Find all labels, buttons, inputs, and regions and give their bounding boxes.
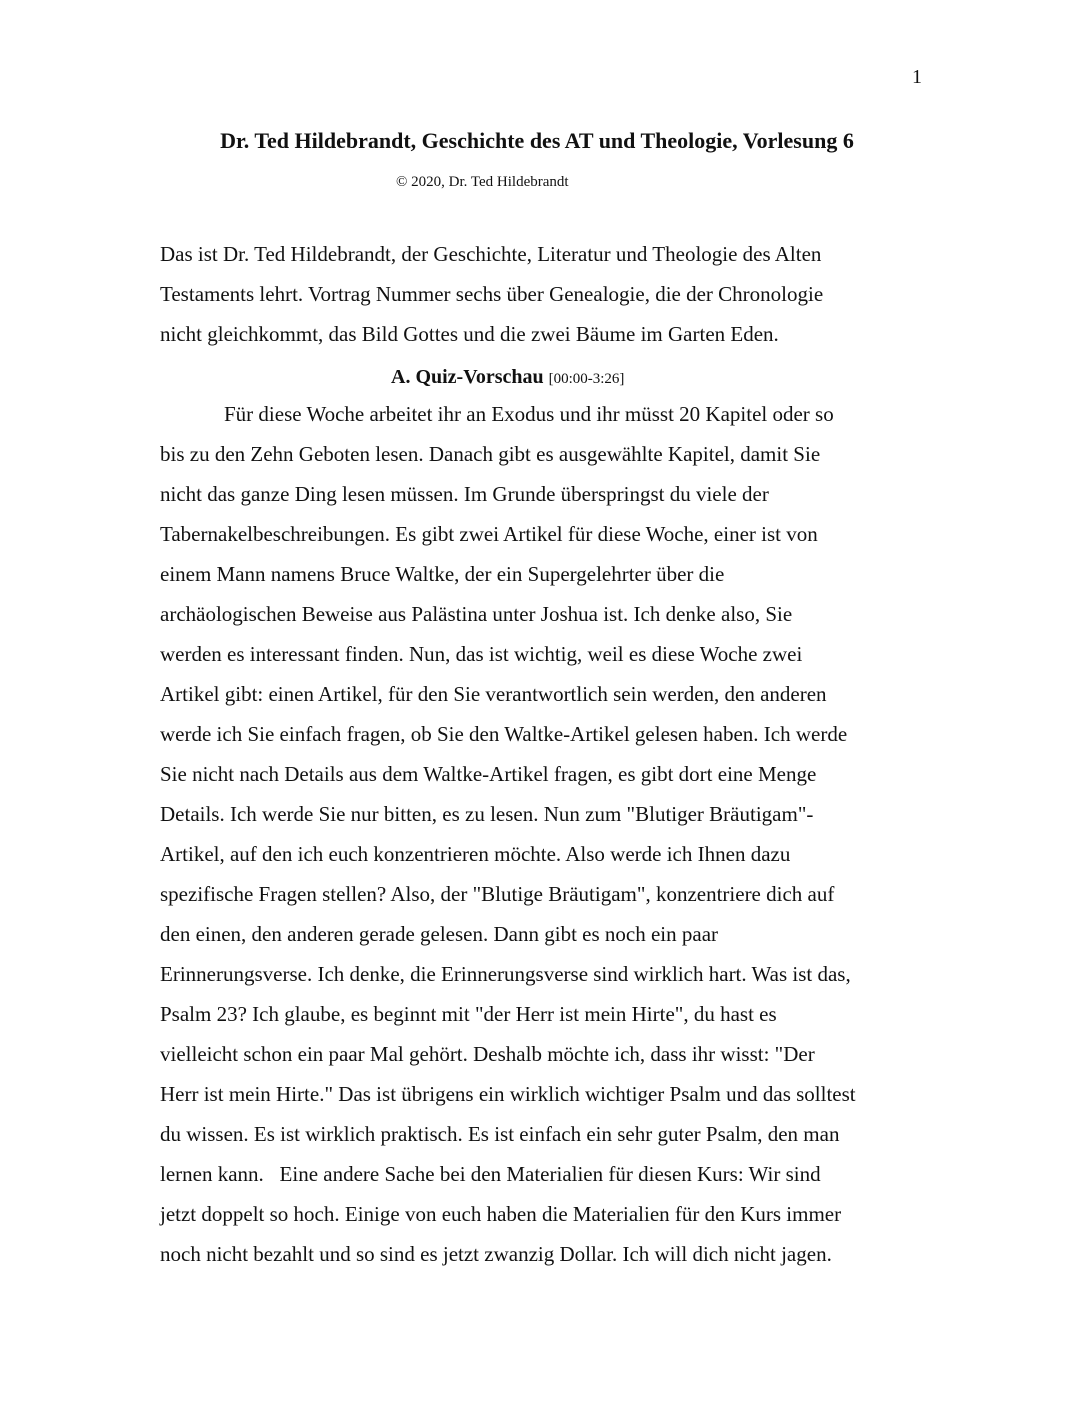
body-line: Sie nicht nach Details aus dem Waltke-Artikel fragen, es gibt dort eine Menge bbox=[160, 762, 817, 786]
body-line: Erinnerungsverse. Ich denke, die Erinnerungsverse sind wirklich hart. Was ist das, bbox=[160, 962, 851, 986]
copyright-notice: © 2020, Dr. Ted Hildebrandt bbox=[396, 174, 569, 190]
body-line: nicht das ganze Ding lesen müssen. Im Grunde überspringst du viele der bbox=[160, 482, 769, 506]
body-line: Details. Ich werde Sie nur bitten, es zu lesen. Nun zum "Blutiger Bräutigam"- bbox=[160, 802, 814, 826]
body-line: archäologischen Beweise aus Palästina unter Joshua ist. Ich denke also, Sie bbox=[160, 602, 793, 626]
body-line: vielleicht schon ein paar Mal gehört. Deshalb möchte ich, dass ihr wisst: "Der bbox=[160, 1042, 815, 1066]
section-heading-timestamp: [00:00-3:26] bbox=[548, 371, 625, 387]
body-line: werde ich Sie einfach fragen, ob Sie den Waltke-Artikel gelesen haben. Ich werde bbox=[160, 722, 848, 746]
body-line: Artikel gibt: einen Artikel, für den Sie verantwortlich sein werden, den anderen bbox=[160, 682, 827, 706]
intro-line: Testaments lehrt. Vortrag Nummer sechs über Genealogie, die der Chronologie bbox=[160, 282, 824, 306]
body-line: bis zu den Zehn Geboten lesen. Danach gibt es ausgewählte Kapitel, damit Sie bbox=[160, 442, 821, 466]
body-line: Herr ist mein Hirte." Das ist übrigens ein wirklich wichtiger Psalm und das solltest bbox=[160, 1082, 856, 1106]
body-line: werden es interessant finden. Nun, das ist wichtig, weil es diese Woche zwei bbox=[160, 642, 803, 666]
body-line: Tabernakelbeschreibungen. Es gibt zwei Artikel für diese Woche, einer ist von bbox=[160, 522, 818, 546]
section-heading-label: A. Quiz-Vorschau bbox=[391, 366, 544, 388]
page-number: 1 bbox=[912, 66, 922, 88]
body-line: du wissen. Es ist wirklich praktisch. Es ist einfach ein sehr guter Psalm, den man bbox=[160, 1122, 840, 1146]
body-line: den einen, den anderen gerade gelesen. Dann gibt es noch ein paar bbox=[160, 922, 719, 946]
body-line: jetzt doppelt so hoch. Einige von euch haben die Materialien für den Kurs immer bbox=[160, 1202, 842, 1226]
body-line: lernen kann. Eine andere Sache bei den Materialien für diesen Kurs: Wir sind bbox=[160, 1162, 821, 1186]
intro-line: nicht gleichkommt, das Bild Gottes und die zwei Bäume im Garten Eden. bbox=[160, 322, 779, 346]
body-line: noch nicht bezahlt und so sind es jetzt zwanzig Dollar. Ich will dich nicht jagen. bbox=[160, 1242, 832, 1266]
body-line: Psalm 23? Ich glaube, es beginnt mit "der Herr ist mein Hirte", du hast es bbox=[160, 1002, 777, 1026]
document-title: Dr. Ted Hildebrandt, Geschichte des AT und Theologie, Vorlesung 6 bbox=[220, 128, 854, 153]
body-line: Für diese Woche arbeitet ihr an Exodus und ihr müsst 20 Kapitel oder so bbox=[224, 402, 834, 426]
intro-line: Das ist Dr. Ted Hildebrandt, der Geschichte, Literatur und Theologie des Alten bbox=[160, 242, 822, 266]
section-heading bbox=[391, 366, 624, 389]
body-line: Artikel, auf den ich euch konzentrieren möchte. Also werde ich Ihnen dazu bbox=[160, 842, 791, 866]
body-line: spezifische Fragen stellen? Also, der "Blutige Bräutigam", konzentriere dich auf bbox=[160, 882, 835, 906]
body-line: einem Mann namens Bruce Waltke, der ein Supergelehrter über die bbox=[160, 562, 725, 586]
